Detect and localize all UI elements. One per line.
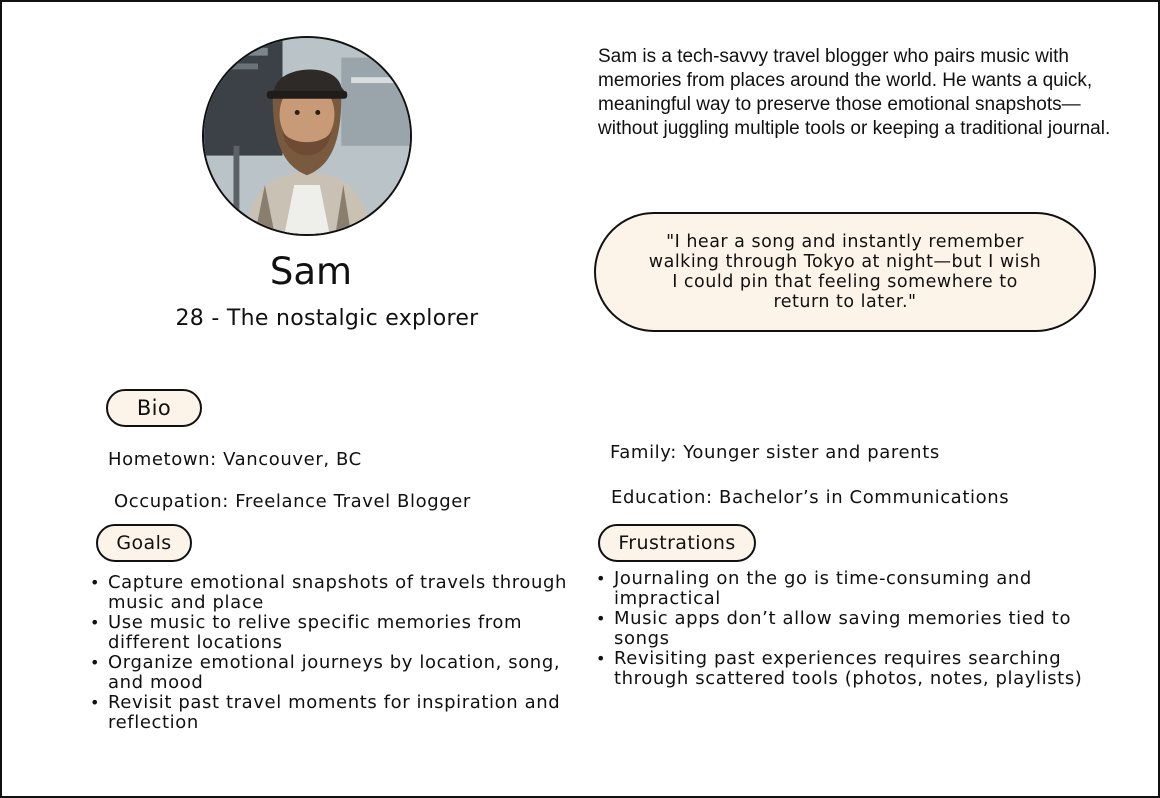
bio-hometown: Hometown: Vancouver, BC	[108, 449, 362, 470]
bio-education: Education: Bachelor’s in Communications	[611, 487, 1010, 508]
frustrations-list	[594, 569, 1094, 689]
avatar	[202, 36, 412, 236]
list-item: • Music apps don’t allow saving memories tied to songs	[594, 609, 1094, 649]
frustrations-heading: Frustrations	[598, 524, 756, 562]
persona-name: Sam	[269, 250, 353, 293]
list-item: • Capture emotional snapshots of travels through music and place	[88, 573, 568, 613]
persona-tagline: 28 - The nostalgic explorer	[175, 306, 479, 331]
bio-heading: Bio	[106, 389, 202, 427]
list-item: • Journaling on the go is time-consuming and impractical	[594, 569, 1094, 609]
avatar-photo	[204, 38, 410, 234]
list-item: • Revisit past travel moments for inspiration and reflection	[88, 693, 568, 733]
list-item: • Organize emotional journeys by location, song, and mood	[88, 653, 568, 693]
bio-family: Family: Younger sister and parents	[610, 442, 940, 463]
persona-quote: "I hear a song and instantly remember walking through Tokyo at night—but I wish I could pin that feeling somewhere to return to later."	[594, 212, 1096, 332]
goals-heading: Goals	[96, 524, 192, 562]
bio-occupation: Occupation: Freelance Travel Blogger	[114, 491, 471, 512]
list-item: • Revisiting past experiences requires searching through scattered tools (photos, notes, playlists)	[594, 649, 1094, 689]
list-item: • Use music to relive specific memories from different locations	[88, 613, 568, 653]
persona-summary: Sam is a tech-savvy travel blogger who pairs music with memories from places around the world. He wants a quick, meaningful way to preserve those emotional snapshots—without juggling multiple tools or keeping a traditional journal.	[598, 46, 1111, 139]
goals-list	[88, 573, 568, 733]
